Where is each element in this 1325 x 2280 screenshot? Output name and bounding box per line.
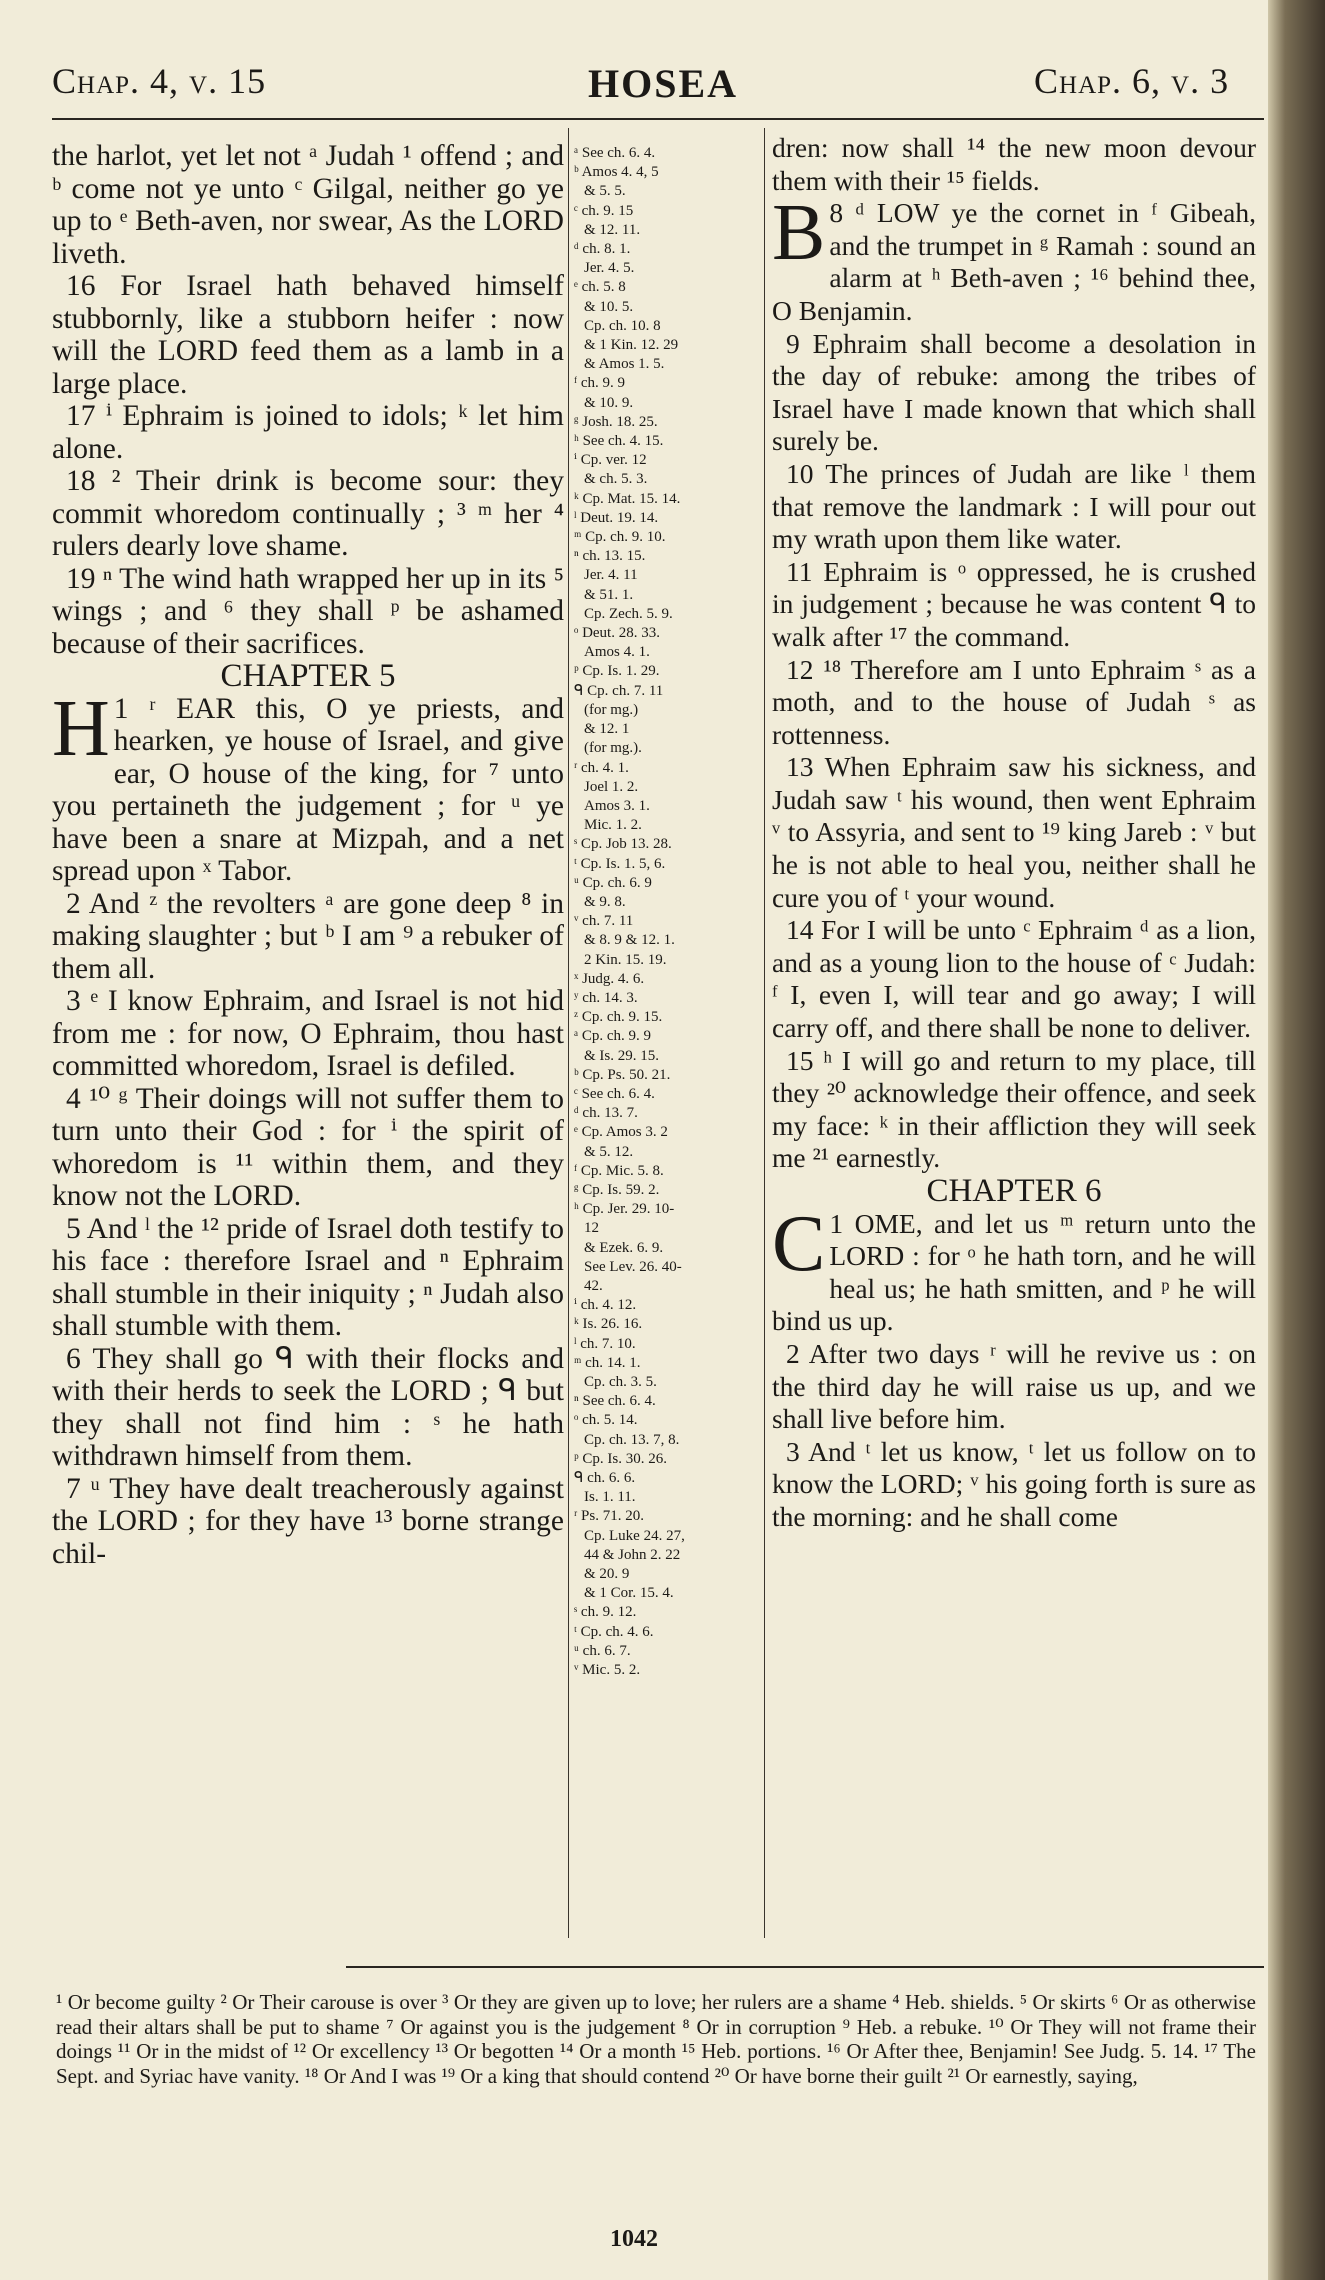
cross-reference: ʰ Cp. Jer. 29. 10- [574, 1201, 675, 1218]
verse-text: 10 The princes of Judah are like ˡ them that remove the landmark : I will pour out my wrath upon them like water. [772, 457, 1256, 555]
cross-reference: & ch. 5. 3. [584, 471, 648, 488]
cross-reference: ᵗ Cp. ch. 4. 6. [574, 1623, 654, 1640]
cross-reference: ᵐ ch. 14. 1. [574, 1354, 641, 1371]
cross-reference: Mic. 1. 2. [584, 817, 642, 834]
cross-reference: ʰ See ch. 4. 15. [574, 433, 664, 450]
verse-number: 1 ʳ [113, 692, 156, 725]
cross-reference: & 20. 9 [584, 1566, 630, 1583]
cross-reference: Cp. ch. 3. 5. [584, 1374, 657, 1390]
cross-reference: ˣ Judg. 4. 6. [574, 970, 645, 987]
verse-text: 17 ⁱ Ephraim is joined to idols; ᵏ let him alone. [52, 400, 564, 465]
verse-text: 3 And ᵗ let us know, ᵗ let us follow on to know the LORD; ᵛ his going forth is sure as the morning: and he shall come [772, 1435, 1256, 1532]
cross-reference: Cp. Zech. 5. 9. [584, 605, 673, 622]
cross-reference: ᶜ ch. 9. 15 [574, 202, 634, 219]
chapter-heading: CHAPTER 6 [926, 1173, 1102, 1209]
column-divider-left [568, 128, 569, 1938]
cross-reference: ˡ Deut. 19. 14. [574, 509, 659, 526]
verse-text: the harlot, yet let not ᵃ Judah ¹ offend ; and ᵇ come not ye unto ᶜ Gilgal, neither go ye up to ᵉ Beth-aven, nor swear, As the LORD liveth. [52, 140, 564, 270]
cross-reference: ˢ ch. 9. 12. [574, 1604, 637, 1621]
chapter-first-verse [772, 1199, 1257, 1338]
verse-text: 2 After two days ʳ will he revive us : on the third day he will raise us up, and we shall live before him. [772, 1337, 1256, 1435]
cross-reference: ᵇ Amos 4. 4, 5 [574, 164, 659, 181]
cross-reference: ᵃ See ch. 6. 4. [574, 145, 656, 161]
cross-reference: ˢ Cp. Job 13. 28. [574, 836, 672, 853]
cross-reference: ᵘ Cp. ch. 6. 9 [574, 874, 652, 891]
verse-text: 2 And ᶻ the revolters ᵃ are gone deep ⁸ in making slaughter ; but ᵇ I am ⁹ a rebuker of them all. [52, 887, 564, 985]
cross-reference: & Is. 29. 15. [584, 1047, 659, 1064]
page-number: 1042 [610, 2226, 658, 2252]
cross-reference: & 8. 9 & 12. 1. [584, 932, 675, 949]
cross-reference: ᵈ ch. 13. 7. [574, 1105, 638, 1122]
verse-text: 7 ᵘ They have dealt treacherously against the LORD ; for they have ¹³ borne strange chil- [52, 1472, 564, 1570]
verse-text: 9 Ephraim shall become a desolation in the day of rebuke: among the tribes of Israel have I made known that which shall surely be. [772, 327, 1256, 457]
cross-reference: & 5. 12. [584, 1143, 634, 1160]
cross-reference: ⁱ Cp. ver. 12 [574, 452, 647, 469]
cross-reference: ˡ ch. 7. 10. [574, 1335, 636, 1352]
running-head-right: Chap. 6, v. 3 [1034, 61, 1230, 101]
cross-reference: ᵘ ch. 6. 7. [574, 1642, 631, 1659]
cross-reference: Amos 4. 1. [584, 644, 650, 661]
cross-reference: ᑫ ch. 6. 6. [574, 1470, 636, 1487]
cross-reference: 12 [584, 1220, 599, 1237]
cross-reference: ᵏ Is. 26. 16. [574, 1316, 643, 1333]
verse-text: LOW ye the cornet in ᶠ Gibeah, and the trumpet in ᵍ Ramah : sound an alarm at ʰ Beth-aven ; ¹⁶ behind thee, O Benjamin. [772, 197, 1256, 326]
cross-reference: ʳ Ps. 71. 20. [574, 1508, 644, 1525]
cross-reference: & 5. 5. [584, 183, 626, 200]
column-divider-right [764, 128, 765, 1938]
cross-reference: ᵈ ch. 8. 1. [574, 241, 631, 258]
footnotes [56, 1990, 1256, 2088]
cross-reference: ᵇ Cp. Ps. 50. 21. [574, 1066, 671, 1083]
cross-reference: ᶠ ch. 9. 9 [574, 375, 626, 392]
cross-reference: ᶜ See ch. 6. 4. [574, 1085, 655, 1102]
cross-reference: & 1 Kin. 12. 29 [584, 337, 679, 354]
verse-text: 15 ʰ I will go and return to my place, till they ²⁰ acknowledge their offence, and seek my face: ᵏ in their affliction they will seek me ²¹ earnestly. [772, 1044, 1256, 1174]
footnote-text: ¹ Or become guilty ² Or Their carouse is over ³ Or they are given up to love; her rulers are a shame ⁴ Heb. shields. ⁵ Or skirts ⁶ Or as otherwise read their altars shall be put to shame ⁷ Or against you is the judgement ⁸ Or in corruption ⁹ Heb. a rebuke. ¹⁰ Or They will not frame their doings ¹¹ Or in the midst of ¹² Or excellency ¹³ Or begotten ¹⁴ Or a month ¹⁵ Heb. portions. ¹⁶ Or After thee, Benjamin! See Judg. 5. 14. ¹⁷ The Sept. and Syriac have vanity. ¹⁸ Or And I was ¹⁹ Or a king that should contend ²⁰ Or have borne their guilt ²¹ Or earnestly, saying, [56, 1990, 1256, 2088]
cross-reference: ʸ ch. 14. 3. [574, 989, 638, 1006]
verse-text: 5 And ˡ the ¹² pride of Israel doth testify to his face : therefore Israel and ⁿ Ephraim shall stumble in their iniquity ; ⁿ Judah also shall stumble with them. [52, 1212, 564, 1342]
cross-reference: ᵉ ch. 5. 8 [574, 279, 626, 296]
cross-reference: Cp. ch. 10. 8 [584, 317, 661, 334]
cross-reference: Joel 1. 2. [584, 778, 639, 795]
verse-text: 6 They shall go ᑫ with their flocks and with their herds to seek the LORD ; ᑫ but they shall not find him : ˢ he hath withdrawn himself from them. [52, 1342, 564, 1472]
verse-text: 4 ¹⁰ ᵍ Their doings will not suffer them to turn unto their God : for ⁱ the spirit of whoredom is ¹¹ within them, and they know not the LORD. [52, 1082, 564, 1212]
cross-reference: Is. 1. 11. [584, 1489, 636, 1506]
right-text-column [772, 132, 1256, 1534]
cross-reference: ᵍ Josh. 18. 25. [574, 413, 658, 430]
cross-reference: & 12. 11. [584, 221, 641, 238]
cross-reference: 42. [584, 1277, 603, 1294]
cross-reference: ʳ ch. 4. 1. [574, 759, 629, 776]
cross-reference: ᵒ Deut. 28. 33. [574, 625, 660, 642]
cross-reference: & 1 Cor. 15. 4. [584, 1585, 674, 1602]
cross-reference: ᵍ Cp. Is. 59. 2. [574, 1181, 660, 1198]
cross-reference: Jer. 4. 5. [584, 260, 635, 277]
cross-reference: ᶠ Cp. Mic. 5. 8. [574, 1162, 664, 1179]
cross-reference: ᵛ Mic. 5. 2. [574, 1662, 641, 1679]
left-text-column [52, 140, 564, 1570]
cross-reference: ⁿ See ch. 6. 4. [574, 1393, 656, 1410]
chapter-first-verse [52, 684, 564, 888]
book-title: HOSEA [588, 61, 739, 106]
cross-reference: (for mg.). [584, 740, 642, 757]
cross-reference: & Ezek. 6. 9. [584, 1239, 664, 1256]
verse-with-dropcap [772, 189, 1256, 327]
verse-text: 16 For Israel hath behaved himself stubbornly, like a stubborn heifer : now will the LORD feed them as a lamb in a large place. [52, 270, 564, 400]
cross-reference: 44 & John 2. 22 [584, 1546, 681, 1563]
verse-text: dren: now shall ¹⁴ the new moon devour them with their ¹⁵ fields. [772, 132, 1256, 196]
drop-cap: H [52, 684, 110, 773]
verse-text: OME, and let us ᵐ return unto the LORD : for ᵒ he hath torn, and he will heal us; he hath smitten, and ᵖ he will bind us up. [772, 1207, 1257, 1337]
footnote-rule [346, 1966, 1264, 1968]
cross-reference: Cp. ch. 13. 7, 8. [584, 1431, 680, 1448]
verse-text: 14 For I will be unto ᶜ Ephraim ᵈ as a lion, and as a young lion to the house of ᶜ Judah: ᶠ I, even I, will tear and go away; I will carry off, and there shall be none to deliver. [772, 914, 1256, 1044]
verse-text: 3 ᵉ I know Ephraim, and Israel is not hid from me : for now, O Ephraim, thou hast committed whoredom, Israel is defiled. [52, 985, 564, 1082]
cross-reference: & 9. 8. [584, 893, 626, 910]
cross-reference-column [574, 144, 760, 1680]
cross-reference: ᵛ ch. 7. 11 [574, 913, 634, 930]
verse-number: 8 ᵈ [829, 197, 865, 229]
cross-reference: ᑫ Cp. ch. 7. 11 [574, 682, 664, 699]
cross-reference: ᵐ Cp. ch. 9. 10. [574, 529, 666, 546]
chapter-heading: CHAPTER 5 [220, 658, 396, 694]
cross-reference: Cp. Luke 24. 27, [584, 1527, 685, 1544]
header-rule [52, 118, 1264, 120]
cross-reference: ᵗ Cp. Is. 1. 5, 6. [574, 855, 666, 872]
verse-text: 19 ⁿ The wind hath wrapped her up in its ⁵ wings ; and ⁶ they shall ᵖ be ashamed because of their sacrifices. [52, 562, 564, 660]
cross-reference: & Amos 1. 5. [584, 356, 665, 373]
cross-reference: Amos 3. 1. [584, 797, 650, 814]
cross-reference: & 10. 9. [584, 394, 634, 411]
verse-text: 12 ¹⁸ Therefore am I unto Ephraim ˢ as a moth, and to the house of Judah ˢ as rottenness. [772, 653, 1256, 750]
verse-text: 18 ² Their drink is become sour: they commit whoredom continually ; ³ ᵐ her ⁴ rulers dearly love shame. [52, 465, 564, 562]
cross-reference: 2 Kin. 15. 19. [584, 951, 667, 968]
cross-reference: See Lev. 26. 40- [584, 1258, 682, 1275]
drop-cap: B [772, 189, 826, 278]
cross-reference: ⁿ ch. 13. 15. [574, 548, 646, 565]
cross-reference: ᵒ ch. 5. 14. [574, 1412, 638, 1429]
verse-number: 1 [829, 1207, 844, 1239]
cross-reference: ᶻ Cp. ch. 9. 15. [574, 1009, 663, 1026]
cross-reference: ᵉ Cp. Amos 3. 2 [574, 1124, 668, 1141]
cross-reference: & 12. 1 [584, 721, 630, 738]
cross-reference: & 51. 1. [584, 586, 634, 603]
running-head-left: Chap. 4, v. 15 [52, 61, 267, 101]
drop-cap: C [772, 1199, 826, 1288]
cross-reference: (for mg.) [584, 701, 639, 718]
cross-reference: ⁱ ch. 4. 12. [574, 1297, 637, 1314]
cross-reference: ᵃ Cp. ch. 9. 9 [574, 1028, 652, 1045]
cross-reference: ᵏ Cp. Mat. 15. 14. [574, 490, 681, 507]
cross-reference: Jer. 4. 11 [584, 567, 638, 584]
verse-text: 11 Ephraim is ᵒ oppressed, he is crushed in judgement ; because he was content ᑫ to walk after ¹⁷ the command. [772, 555, 1256, 652]
cross-reference: ᵖ Cp. Is. 1. 29. [574, 663, 660, 680]
verse-text: 13 When Ephraim saw his sickness, and Judah saw ᵗ his wound, then went Ephraim ᵛ to Assyria, and sent to ¹⁹ king Jareb : ᵛ but he is not able to heal you, neither shall he cure you of ᵗ your wound. [772, 751, 1256, 913]
cross-reference: & 10. 5. [584, 298, 634, 315]
cross-reference: ᵖ Cp. Is. 30. 26. [574, 1450, 668, 1467]
verse-text: EAR this, O ye priests, and hearken, ye house of Israel, and give ear, O house of the king, for ⁷ unto you pertaineth the judgement ; for ᵘ ye have been a snare at Mizpah, and a net spread upon ˣ Tabor. [52, 692, 564, 887]
book-gutter [1268, 0, 1325, 2280]
